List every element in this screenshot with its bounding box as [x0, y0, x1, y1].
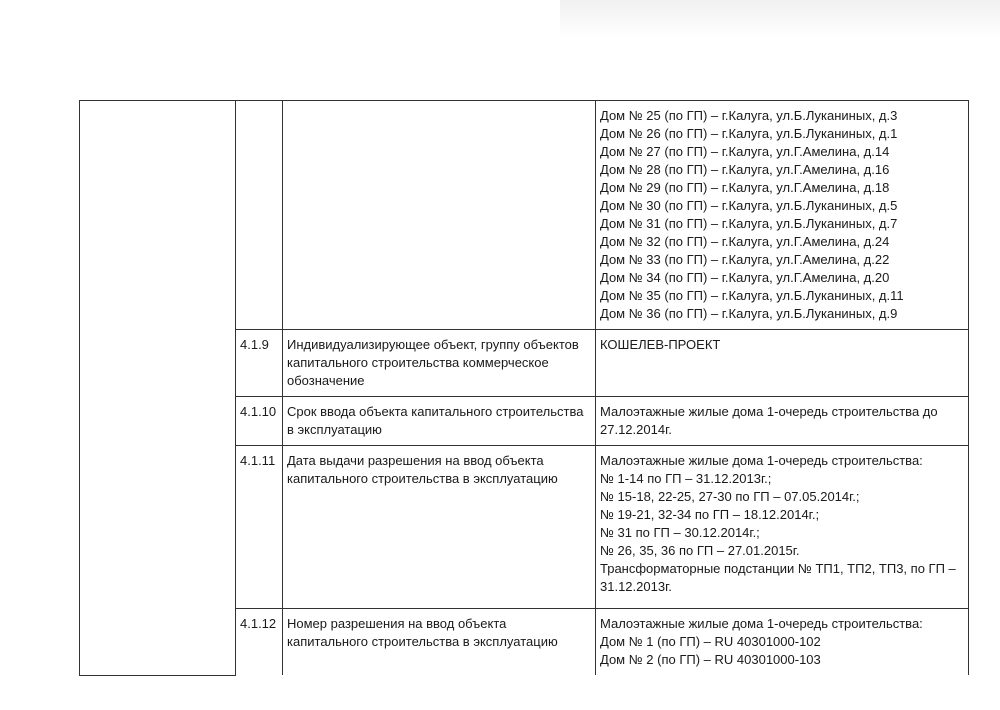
address-line: Дом № 25 (по ГП) – г.Калуга, ул.Б.Луканиных, д.3: [600, 108, 898, 123]
row-value: Малоэтажные жилые дома 1-очередь строительства до 27.12.2014г.: [596, 397, 969, 446]
value-line: Малоэтажные жилые дома 1-очередь строительства:: [600, 453, 923, 468]
value-line: № 1-14 по ГП – 31.12.2013г.;: [600, 471, 772, 486]
section-cell: [80, 101, 236, 676]
address-line: Дом № 29 (по ГП) – г.Калуга, ул.Г.Амелина, д.18: [600, 180, 890, 195]
row-number: 4.1.10: [236, 397, 283, 446]
value-line: № 19-21, 32-34 по ГП – 18.12.2014г.;: [600, 507, 820, 522]
value-line: № 26, 35, 36 по ГП – 27.01.2015г.: [600, 543, 800, 558]
table-row: [80, 101, 969, 330]
address-line: Дом № 32 (по ГП) – г.Калуга, ул.Г.Амелина, д.24: [600, 234, 890, 249]
scan-shadow: [560, 0, 1000, 40]
address-line: Дом № 28 (по ГП) – г.Калуга, ул.Г.Амелина, д.16: [600, 162, 890, 177]
row-number: 4.1.11: [236, 446, 283, 609]
row-number-cell: [236, 101, 283, 330]
value-line: Трансформаторные подстанции № ТП1, ТП2, ТП3, по ГП – 31.12.2013г.: [600, 561, 956, 594]
address-line: Дом № 34 (по ГП) – г.Калуга, ул.Г.Амелина, д.20: [600, 270, 890, 285]
address-line: Дом № 35 (по ГП) – г.Калуга, ул.Б.Луканиных, д.11: [600, 288, 904, 303]
value-line: Дом № 1 (по ГП) – RU 40301000-102: [600, 634, 821, 649]
address-line: Дом № 33 (по ГП) – г.Калуга, ул.Г.Амелина, д.22: [600, 252, 890, 267]
row-number: 4.1.12: [236, 609, 283, 676]
row-label: Номер разрешения на ввод объекта капитального строительства в эксплуатацию: [283, 609, 596, 676]
row-label: Дата выдачи разрешения на ввод объекта капитального строительства в эксплуатацию: [283, 446, 596, 609]
row-value-cell: [596, 446, 969, 609]
row-value-cell: [596, 609, 969, 676]
row-label-cell: [283, 101, 596, 330]
address-line: Дом № 26 (по ГП) – г.Калуга, ул.Б.Луканиных, д.1: [600, 126, 898, 141]
row-value-cell: [596, 101, 969, 330]
value-line: Малоэтажные жилые дома 1-очередь строительства:: [600, 616, 923, 631]
address-line: Дом № 27 (по ГП) – г.Калуга, ул.Г.Амелина, д.14: [600, 144, 890, 159]
address-line: Дом № 30 (по ГП) – г.Калуга, ул.Б.Луканиных, д.5: [600, 198, 898, 213]
row-label: Индивидуализирующее объект, группу объектов капитального строительства коммерческое обозначение: [283, 330, 596, 397]
address-line: Дом № 36 (по ГП) – г.Калуга, ул.Б.Луканиных, д.9: [600, 306, 898, 321]
value-line: Дом № 2 (по ГП) – RU 40301000-103: [600, 652, 821, 667]
declaration-table: [79, 100, 969, 676]
value-line: № 31 по ГП – 30.12.2014г.;: [600, 525, 760, 540]
row-label: Срок ввода объекта капитального строительства в эксплуатацию: [283, 397, 596, 446]
address-line: Дом № 31 (по ГП) – г.Калуга, ул.Б.Луканиных, д.7: [600, 216, 898, 231]
value-line: № 15-18, 22-25, 27-30 по ГП – 07.05.2014г.;: [600, 489, 860, 504]
row-number: 4.1.9: [236, 330, 283, 397]
row-value: КОШЕЛЕВ-ПРОЕКТ: [596, 330, 969, 397]
